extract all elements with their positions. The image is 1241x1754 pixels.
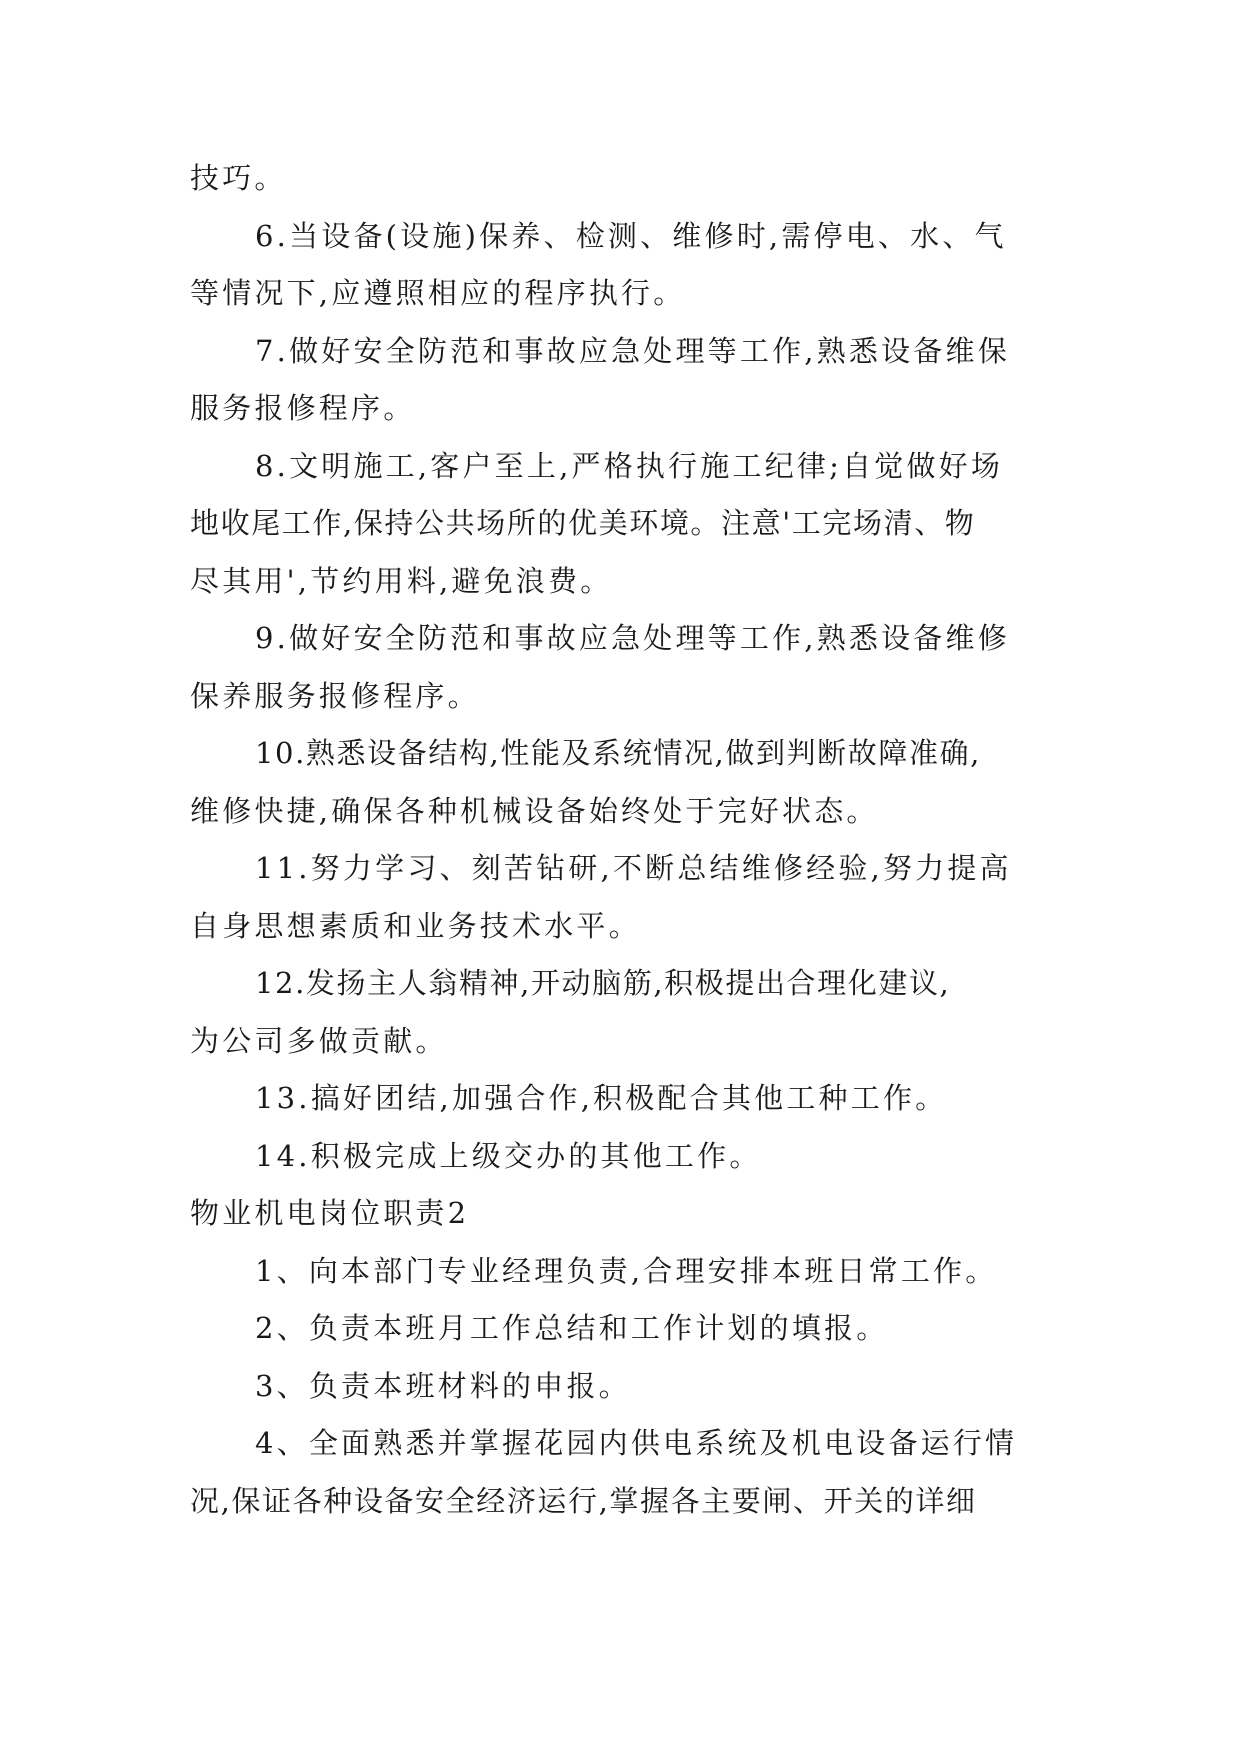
- text-line: 6.当设备(设施)保养、检测、维修时,需停电、水、气: [255, 218, 1007, 253]
- text-line: 保养服务报修程序。: [190, 678, 480, 713]
- text-line: 2、负责本班月工作总结和工作计划的填报。: [255, 1311, 889, 1345]
- text-line: 服务报修程序。: [190, 391, 416, 425]
- text-line: 尽其用',节约用料,避免浪费。: [190, 563, 613, 598]
- text-line: 1、向本部门专业经理负责,合理安排本班日常工作。: [255, 1253, 998, 1288]
- text-line: 技巧。: [190, 161, 287, 195]
- text-line: 7.做好安全防范和事故应急处理等工作,熟悉设备维保: [255, 333, 1010, 368]
- text-line: 况,保证各种设备安全经济运行,掌握各主要闸、开关的详细: [190, 1483, 977, 1518]
- text-line: 地收尾工作,保持公共场所的优美环境。注意'工完场清、物: [190, 506, 976, 540]
- text-line: 12.发扬主人翁精神,开动脑筋,积极提出合理化建议,: [255, 966, 951, 1000]
- text-line: 为公司多做贡献。: [190, 1023, 448, 1058]
- document-body: [190, 150, 1050, 1530]
- text-line: 11.努力学习、刻苦钻研,不断总结维修经验,努力提高: [255, 851, 1012, 885]
- text-line: 9.做好安全防范和事故应急处理等工作,熟悉设备维修: [255, 621, 1010, 655]
- section-heading: 物业机电岗位职责2: [190, 1196, 470, 1230]
- text-line: 14.积极完成上级交办的其他工作。: [255, 1138, 762, 1173]
- text-line: 3、负责本班材料的申报。: [255, 1368, 631, 1403]
- text-line: 8.文明施工,客户至上,严格执行施工纪律;自觉做好场: [255, 448, 1004, 483]
- text-line: 10.熟悉设备结构,性能及系统情况,做到判断故障准确,: [255, 736, 981, 770]
- text-line: 维修快捷,确保各种机械设备始终处于完好状态。: [190, 793, 879, 828]
- text-line: 13.搞好团结,加强合作,积极配合其他工种工作。: [255, 1081, 948, 1115]
- text-line: 自身思想素质和业务技术水平。: [190, 908, 641, 943]
- text-line: 4、全面熟悉并掌握花园内供电系统及机电设备运行情: [255, 1426, 1018, 1460]
- text-line: 等情况下,应遵照相应的程序执行。: [190, 276, 686, 310]
